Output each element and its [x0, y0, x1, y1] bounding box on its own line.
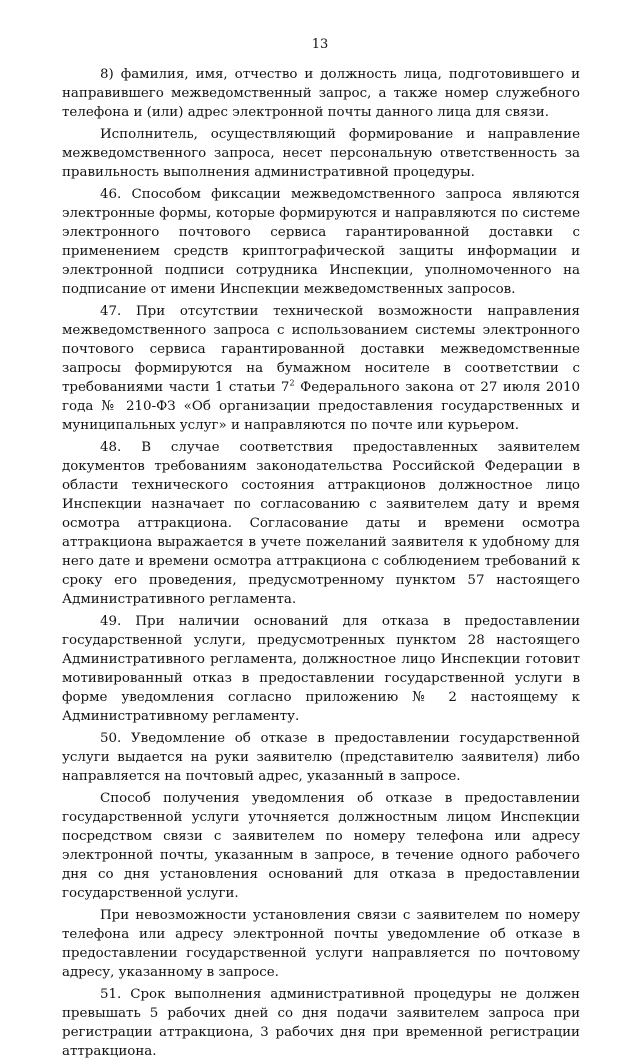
paragraph-47: [62, 302, 580, 435]
paragraph-49: 49. При наличии оснований для отказа в предоставлении государственной услуги, предусмотренных пунктом 28 настоящего Административного регламента, должностное лицо Инспекции готовит мотивированный отказ в предоставлении государственной услуги в форме уведомления согласно приложению № 2 настоящему к Административному регламенту.: [62, 614, 580, 724]
paragraph-no-contact: При невозможности установления связи с заявителем по номеру телефона или адресу электронной почты уведомление об отказе в предоставлении государственной услуги направляется по почтовому адресу, указанному в запросе.: [62, 908, 580, 980]
paragraph-48: 48. В случае соответствия предоставленных заявителем документов требованиям законодательства Российской Федерации в области технического состояния аттракционов должностное лицо Инспекции назначает по согласованию с заявителем дату и время осмотра аттракциона. Согласование даты и времени осмотра аттракциона выражается в учете пожеланий заявителя к удобному для него дате и времени осмотра аттракциона с соблюдением требований к сроку его проведения, предусмотренному пунктом 57 настоящего Административного регламента.: [62, 440, 580, 607]
paragraph-51: 51. Срок выполнения административной процедуры не должен превышать 5 рабочих дней со дня подачи заявителем запроса при регистрации аттракциона, 3 рабочих дня при временной регистрации аттракциона.: [62, 987, 580, 1059]
paragraph-50: 50. Уведомление об отказе в предоставлении государственной услуги выдается на руки заявителю (представителю заявителя) либо направляется на почтовый адрес, указанный в запросе.: [62, 731, 580, 784]
paragraph-executor-responsibility: Исполнитель, осуществляющий формирование и направление межведомственного запроса, несет персональную ответственность за правильность выполнения административной процедуры.: [62, 127, 580, 180]
paragraph-47-superscript: 2: [289, 378, 295, 388]
paragraph-46: 46. Способом фиксации межведомственного запроса являются электронные формы, которые формируются и направляются по системе электронного почтового сервиса гарантированной доставки с применением средств криптографической защиты информации и электронной подписи сотрудника Инспекции, уполномоченного на подписание от имени Инспекции межведомственных запросов.: [62, 187, 580, 297]
page-number: 13: [311, 37, 329, 52]
document-body: [62, 65, 580, 1064]
paragraph-item-8: 8) фамилия, имя, отчество и должность лица, подготовившего и направившего межведомственный запрос, а также номер служебного телефона и (или) адрес электронной почты данного лица для связи.: [62, 67, 580, 120]
paragraph-47-text-end: Федерального закона от 27 июля 2010 года № 210-ФЗ «Об организации предоставления государственных и муниципальных услуг» и направляются по почте или курьером.: [62, 380, 581, 433]
paragraph-47-text-start: 47. При отсутствии технической возможности направления межведомственного запроса с использованием системы электронного почтового сервиса гарантированной доставки межведомственные запросы формируются на бумажном носителе в соответствии с требованиями части 1 статьи 7: [62, 304, 580, 395]
paragraph-refusal-notification-method: Способ получения уведомления об отказе в предоставлении государственной услуги уточняется должностным лицом Инспекции посредством связи с заявителем по номеру телефона или адресу электронной почты, указанным в запросе, в течение одного рабочего дня со дня установления оснований для отказа в предоставлении государственной услуги.: [62, 791, 580, 901]
